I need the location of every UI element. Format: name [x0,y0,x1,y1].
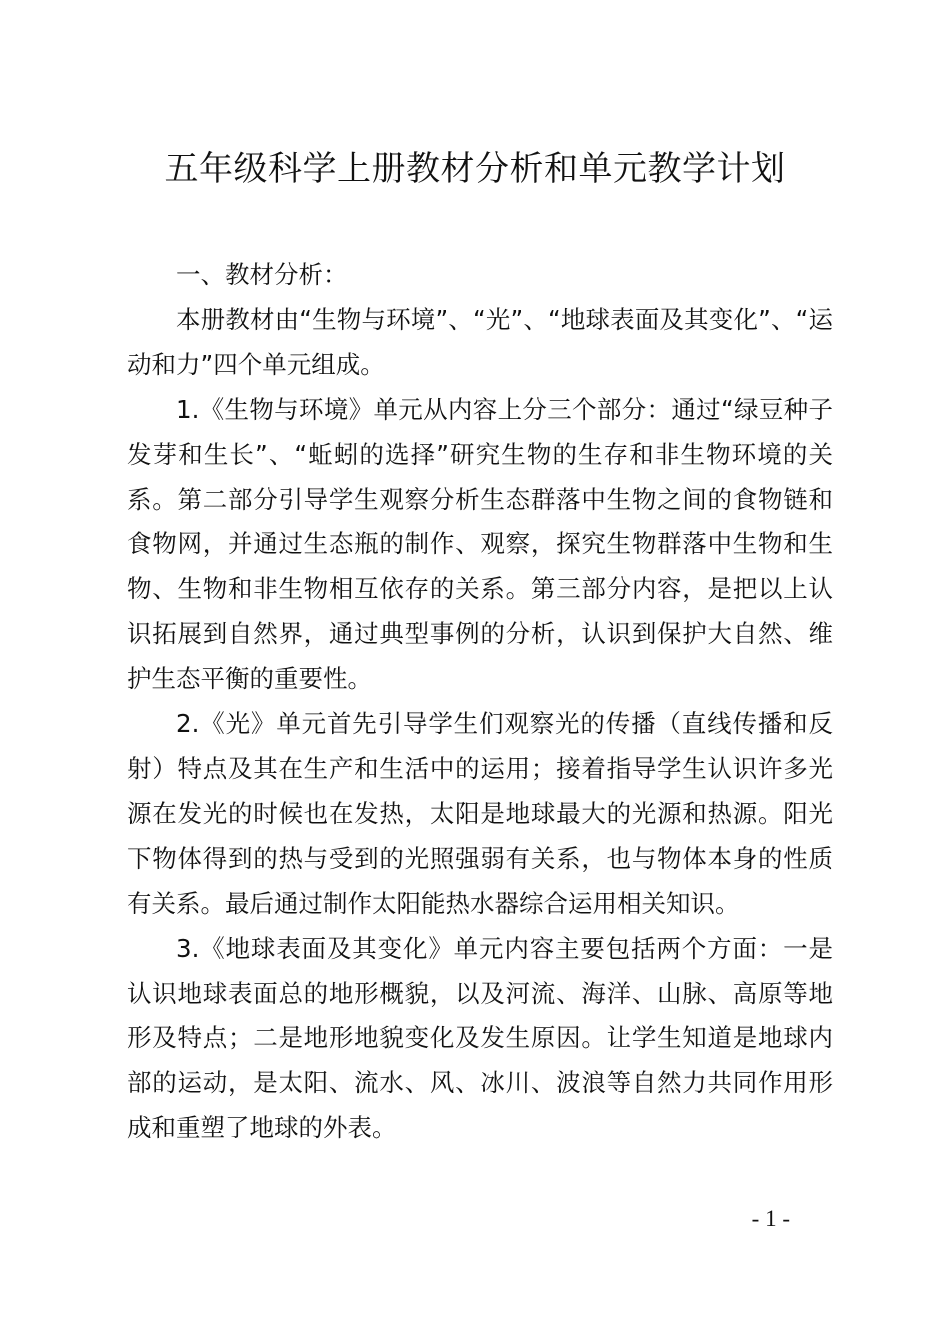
document-body [127,253,833,1151]
section-heading-textbook-analysis: 一、教材分析： [176,260,348,289]
page-number: - 1 - [751,1206,790,1231]
paragraph-overview: 本册教材由“生物与环境”、“光”、“地球表面及其变化”、“运动和力”四个单元组成。 [127,304,833,379]
document-title: 五年级科学上册教材分析和单元教学计划 [164,149,786,189]
paragraph-unit-1: 1.《生物与环境》单元从内容上分三个部分：通过“绿豆种子发芽和生长”、“蚯蚓的选择”研究生物的生存和非生物环境的关系。第二部分引导学生观察分析生态群落中生物之间的食物链和食物网，并通过生态瓶的制作、观察，探究生物群落中生物和生物、生物和非生物相互依存的关系。第三部分内容，是把以上认识拓展到自然界，通过典型事例的分析，认识到保护大自然、维护生态平衡的重要性。 [127,394,833,694]
paragraph-unit-3: 3.《地球表面及其变化》单元内容主要包括两个方面：一是认识地球表面总的地形概貌，以及河流、海洋、山脉、高原等地形及特点；二是地形地貌变化及发生原因。让学生知道是地球内部的运动，是太阳、流水、风、冰川、波浪等自然力共同作用形成和重塑了地球的外表。 [127,933,833,1143]
paragraph-unit-2: 2.《光》单元首先引导学生们观察光的传播（直线传播和反射）特点及其在生产和生活中的运用；接着指导学生认识许多光源在发光的时候也在发热，太阳是地球最大的光源和热源。阳光下物体得到的热与受到的光照强弱有关系，也与物体本身的性质有关系。最后通过制作太阳能热水器综合运用相关知识。 [127,709,833,918]
